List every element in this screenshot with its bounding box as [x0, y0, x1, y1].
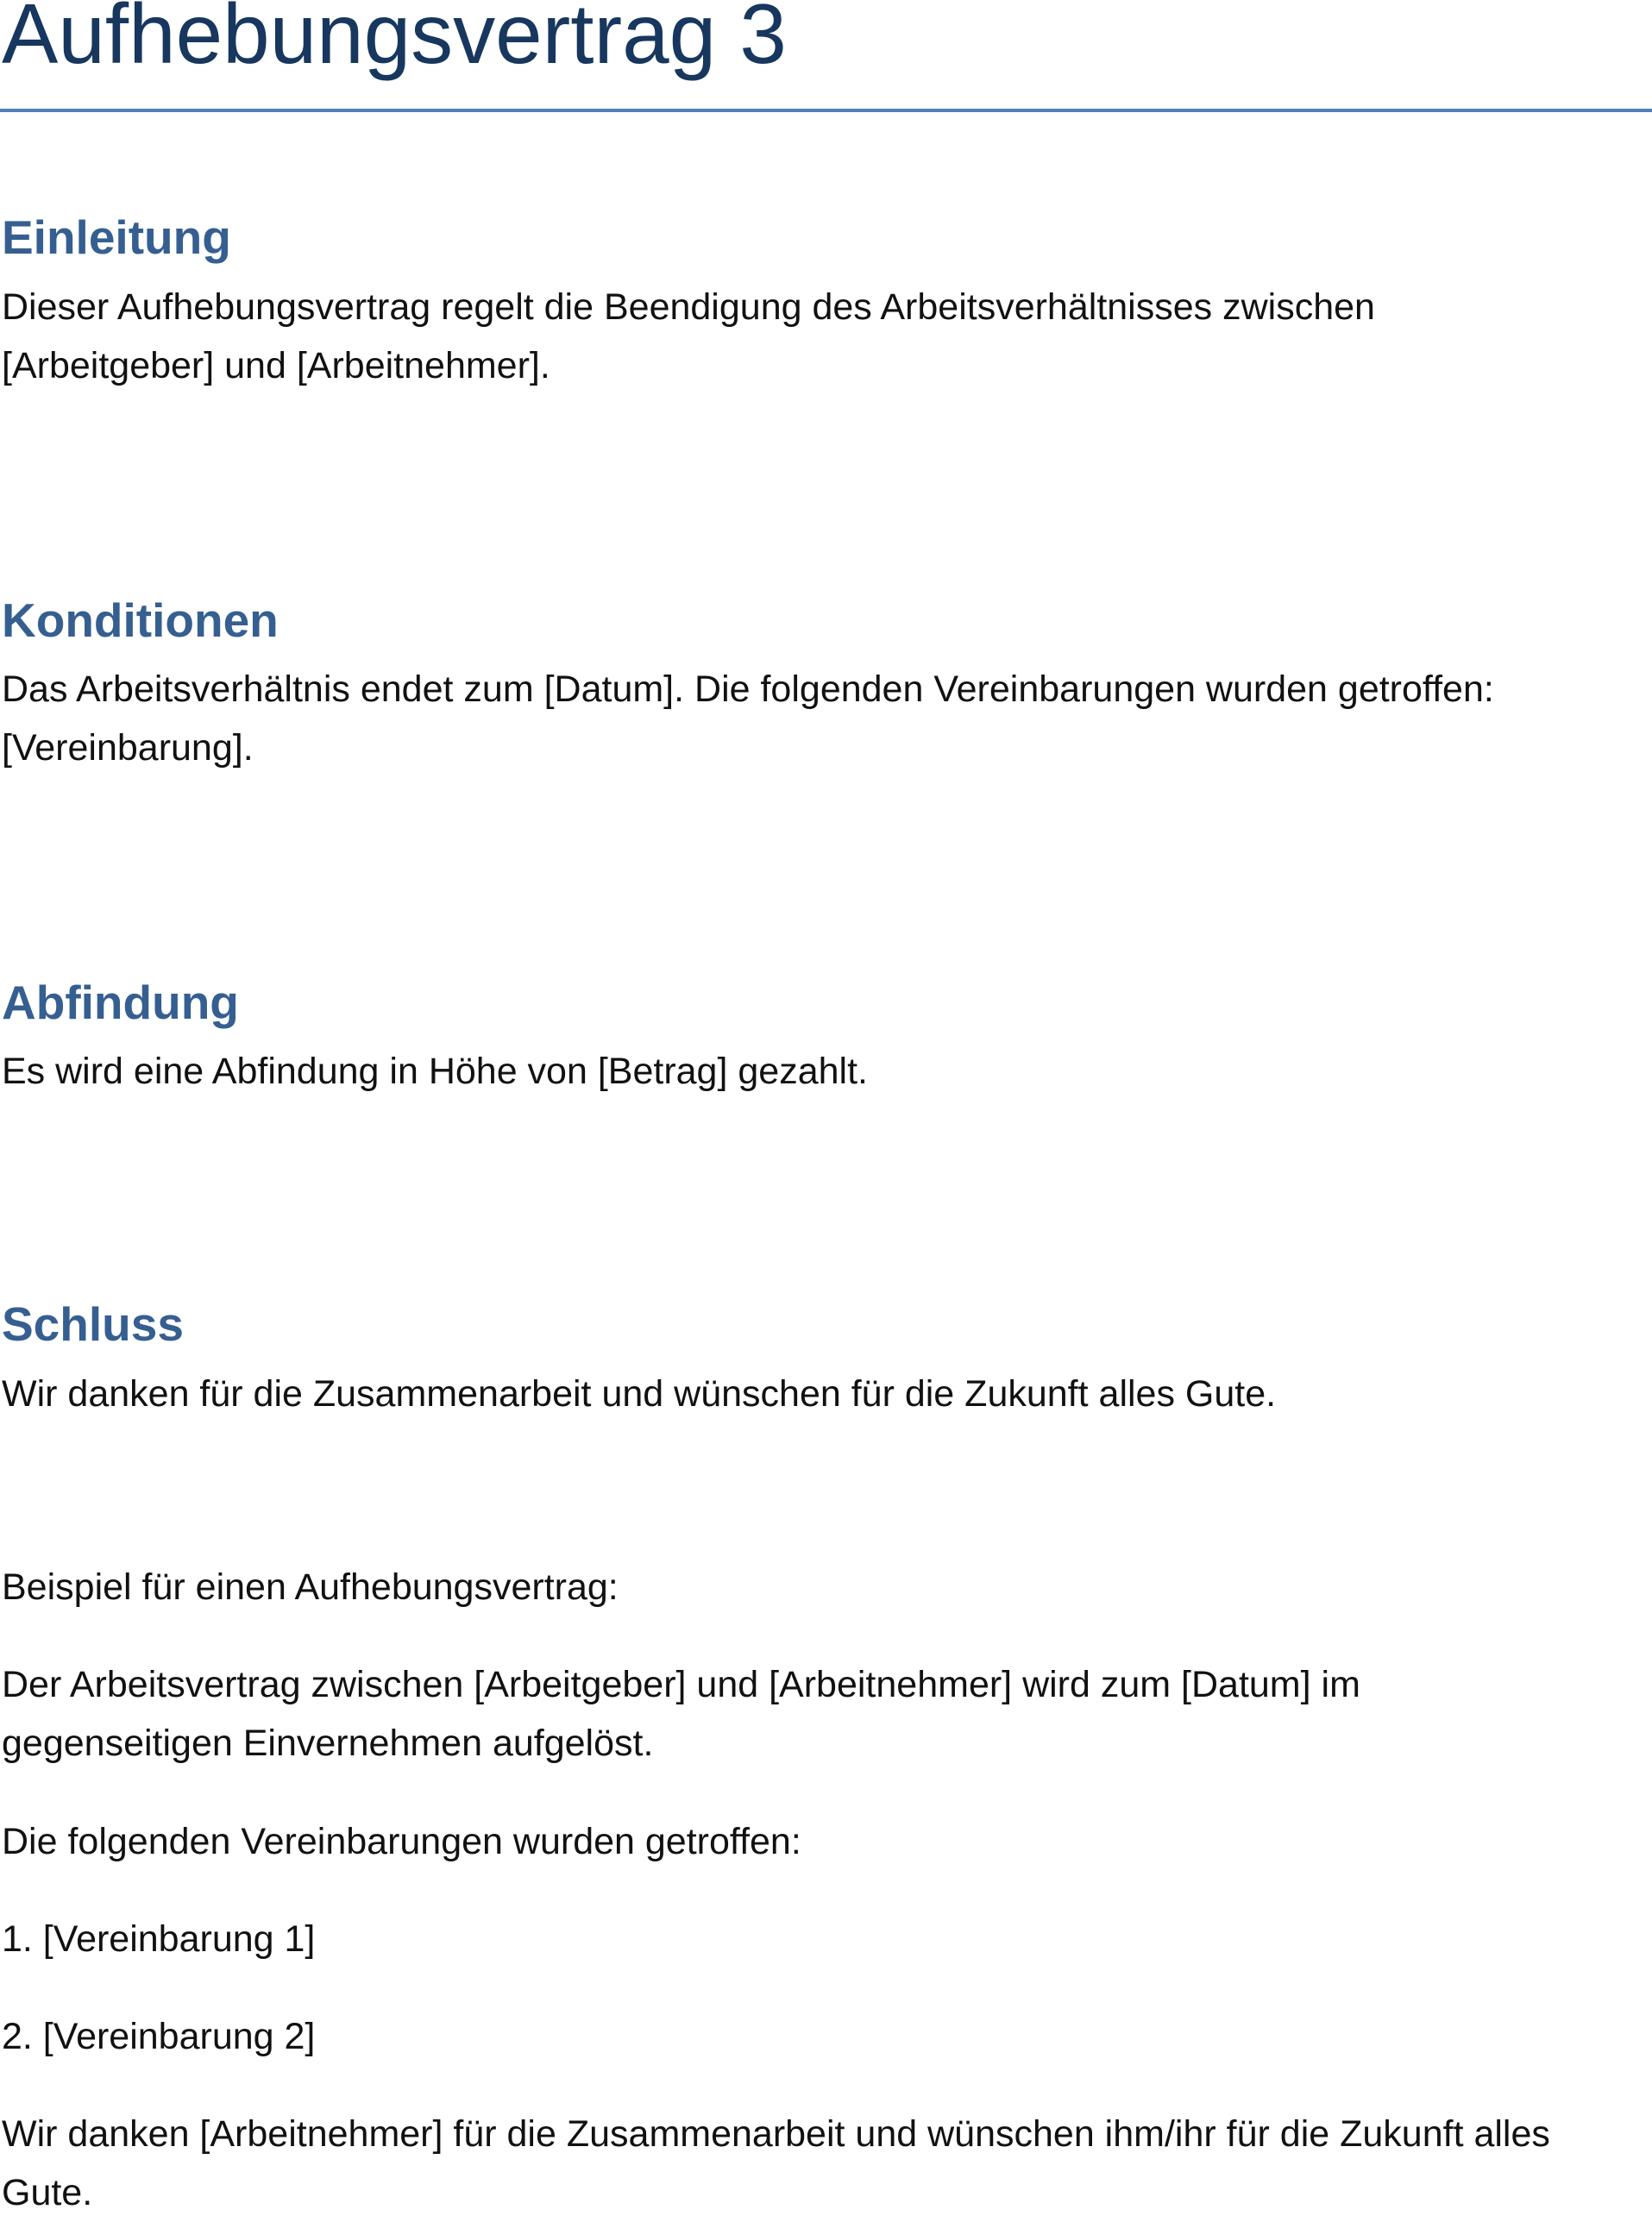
closing-line-2: Gute. — [2, 2172, 93, 2213]
example-intro: Beispiel für einen Aufhebungsvertrag: — [2, 1566, 619, 1608]
example-body-line-2: gegenseitigen Einvernehmen aufgelöst. — [2, 1723, 654, 1764]
abfindung-line-1: Es wird eine Abfindung in Höhe von [Betrag] gezahlt. — [2, 1051, 868, 1092]
document-title: Aufhebungsvertrag 3 — [2, 0, 787, 81]
heading-schluss: Schluss — [2, 1297, 184, 1351]
heading-konditionen: Konditionen — [2, 593, 279, 647]
agreement-item-1: 1. [Vereinbarung 1] — [2, 1918, 316, 1960]
heading-einleitung: Einleitung — [2, 210, 231, 264]
closing-line-1: Wir danken [Arbeitnehmer] für die Zusammenarbeit und wünschen ihm/ihr für die Zukunft alles — [2, 2113, 1550, 2155]
example-body-line-1: Der Arbeitsvertrag zwischen [Arbeitgeber] und [Arbeitnehmer] wird zum [Datum] im — [2, 1664, 1360, 1705]
konditionen-line-2: [Vereinbarung]. — [2, 727, 254, 769]
agreements-intro: Die folgenden Vereinbarungen wurden getroffen: — [2, 1821, 801, 1862]
agreement-item-2: 2. [Vereinbarung 2] — [2, 2016, 316, 2057]
konditionen-line-1: Das Arbeitsverhältnis endet zum [Datum]. Die folgenden Vereinbarungen wurden getroffen: — [2, 668, 1494, 710]
einleitung-line-2: [Arbeitgeber] und [Arbeitnehmer]. — [2, 345, 550, 386]
schluss-line-1: Wir danken für die Zusammenarbeit und wünschen für die Zukunft alles Gute. — [2, 1373, 1277, 1415]
einleitung-line-1: Dieser Aufhebungsvertrag regelt die Beendigung des Arbeitsverhältnisses zwischen — [2, 286, 1375, 328]
heading-abfindung: Abfindung — [2, 976, 239, 1029]
title-underline — [0, 109, 1652, 112]
